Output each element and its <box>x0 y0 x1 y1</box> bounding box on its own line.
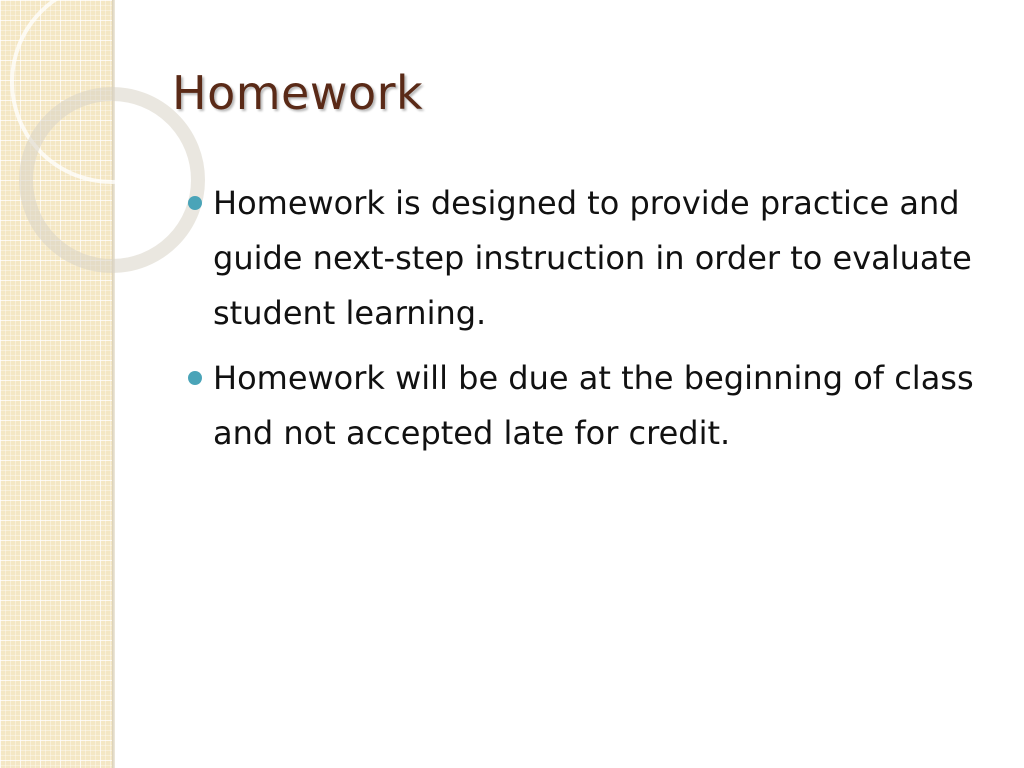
decorative-rings <box>0 0 140 260</box>
bullet-item <box>186 351 1006 461</box>
bullet-dot-icon <box>188 196 202 210</box>
bullet-text: Homework is designed to provide practice and guide next-step instruction in order to evaluate student learning. <box>213 184 972 332</box>
bullet-list <box>186 176 1006 471</box>
bullet-item <box>186 176 1006 341</box>
slide-title: Homework <box>172 66 424 120</box>
bullet-text: Homework will be due at the beginning of class and not accepted late for credit. <box>213 359 974 452</box>
bullet-dot-icon <box>188 371 202 385</box>
